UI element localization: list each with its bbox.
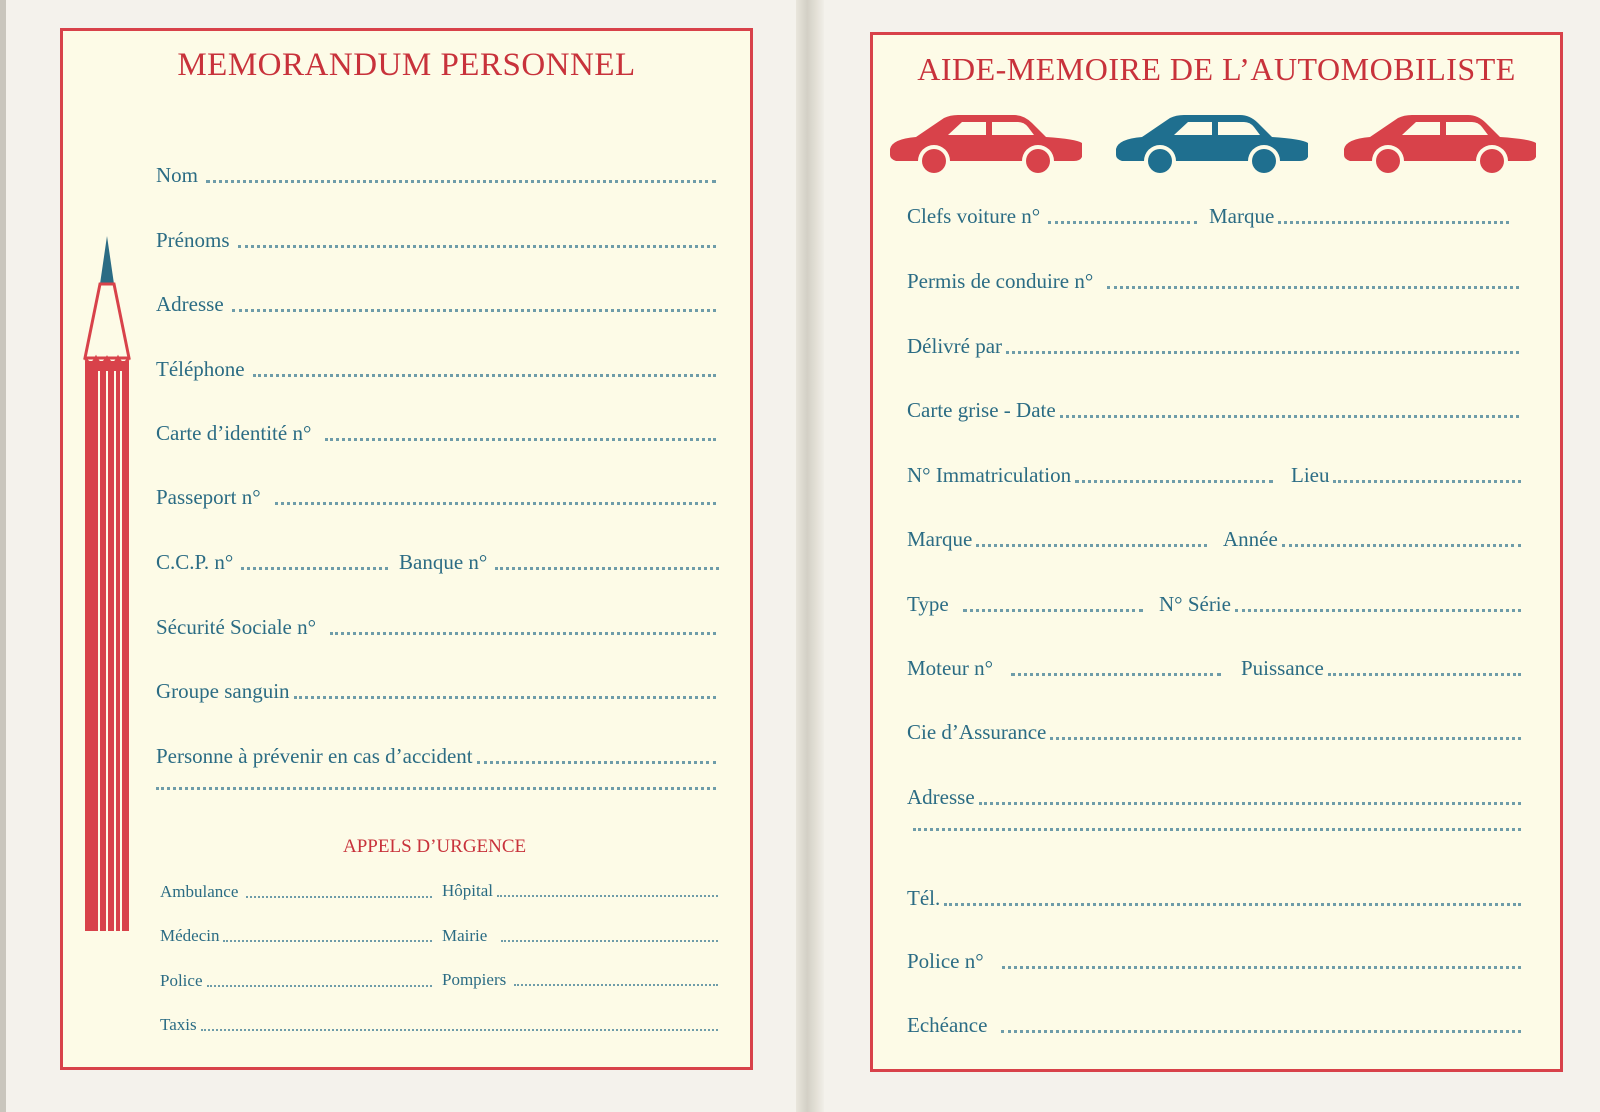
field-personne-a-prevenir[interactable]: Personne à prévenir en cas d’accident xyxy=(156,744,716,769)
red-car-icon xyxy=(885,113,1087,175)
field-passeport[interactable]: Passeport n° xyxy=(156,485,716,510)
urgence-medecin[interactable]: Médecin xyxy=(160,926,432,946)
urgence-ambulance[interactable]: Ambulance xyxy=(160,882,432,902)
field-marque-cle[interactable]: Marque xyxy=(1209,204,1509,229)
right-page xyxy=(870,32,1563,1072)
field-carte-grise-date[interactable]: Carte grise - Date xyxy=(907,398,1519,423)
field-permis[interactable]: Permis de conduire n° xyxy=(907,269,1519,294)
field-tel[interactable]: Tél. xyxy=(907,886,1521,911)
field-lieu[interactable]: Lieu xyxy=(1291,463,1521,488)
right-page-title: AIDE-MEMOIRE DE L’AUTOMOBILISTE xyxy=(917,51,1516,87)
field-adresse-line-2[interactable] xyxy=(913,827,1521,836)
field-puissance[interactable]: Puissance xyxy=(1241,656,1521,681)
field-echeance[interactable]: Echéance xyxy=(907,1013,1521,1038)
page-edge xyxy=(0,0,6,1112)
field-telephone[interactable]: Téléphone xyxy=(156,357,716,382)
left-page xyxy=(60,28,753,1070)
field-groupe-sanguin[interactable]: Groupe sanguin xyxy=(156,679,716,704)
urgence-hopital[interactable]: Hôpital xyxy=(442,881,718,901)
field-securite-sociale[interactable]: Sécurité Sociale n° xyxy=(156,615,716,640)
field-type[interactable]: Type xyxy=(907,592,1143,617)
urgence-title: APPELS D’URGENCE xyxy=(343,836,527,857)
field-ccp[interactable]: C.C.P. n° xyxy=(156,550,388,575)
field-carte-identite[interactable]: Carte d’identité n° xyxy=(156,421,716,446)
field-prenoms[interactable]: Prénoms xyxy=(156,228,716,253)
field-immatriculation[interactable]: N° Immatriculation xyxy=(907,463,1273,488)
field-police-numero[interactable]: Police n° xyxy=(907,949,1521,974)
field-moteur[interactable]: Moteur n° xyxy=(907,656,1221,681)
field-adresse[interactable]: Adresse xyxy=(156,292,716,317)
urgence-taxis[interactable]: Taxis xyxy=(160,1015,718,1035)
field-delivre-par[interactable]: Délivré par xyxy=(907,334,1519,359)
left-page-title: MEMORANDUM PERSONNEL xyxy=(177,47,636,83)
field-banque[interactable]: Banque n° xyxy=(399,550,719,575)
blue-car-icon xyxy=(1111,113,1313,175)
field-nom[interactable]: Nom xyxy=(156,163,716,188)
field-personne-line-2[interactable] xyxy=(156,786,716,795)
urgence-mairie[interactable]: Mairie xyxy=(442,926,718,946)
pencil-icon xyxy=(83,236,131,936)
field-adresse-assurance[interactable]: Adresse xyxy=(907,785,1521,810)
booklet-fold xyxy=(796,0,824,1112)
field-numero-serie[interactable]: N° Série xyxy=(1159,592,1521,617)
urgence-police[interactable]: Police xyxy=(160,971,432,991)
red-car-icon xyxy=(1339,113,1541,175)
field-cie-assurance[interactable]: Cie d’Assurance xyxy=(907,720,1521,745)
field-annee[interactable]: Année xyxy=(1223,527,1521,552)
urgence-pompiers[interactable]: Pompiers xyxy=(442,970,718,990)
field-clefs-voiture[interactable]: Clefs voiture n° xyxy=(907,204,1197,229)
field-marque[interactable]: Marque xyxy=(907,527,1207,552)
